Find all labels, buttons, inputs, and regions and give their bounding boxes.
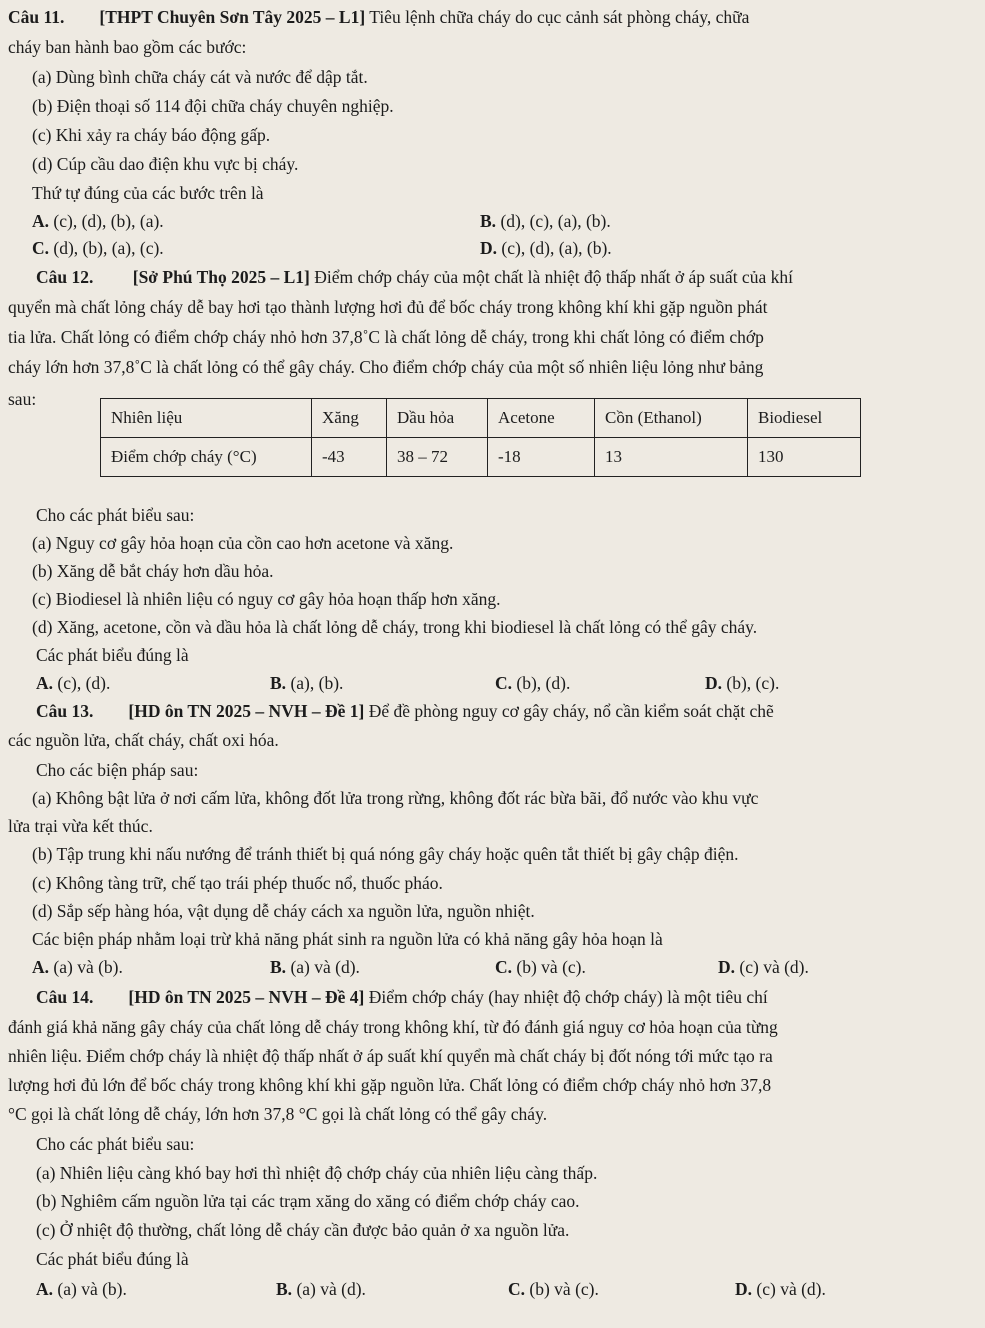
flash-point-table	[100, 398, 861, 477]
q14-option-b[interactable]: B. (a) và (d).	[276, 1279, 366, 1299]
q12-statement-c: (c) Biodiesel là nhiên liệu có nguy cơ gây hỏa hoạn thấp hơn xăng.	[32, 589, 501, 609]
q11-option-d[interactable]: D. (c), (d), (a), (b).	[480, 238, 612, 258]
q14-line-2: đánh giá khả năng gây cháy của chất lỏng dễ cháy trong không khí, từ đó đánh giá nguy cơ hỏa hoạn của từng	[8, 1017, 778, 1037]
table-cell: Biodiesel	[748, 399, 861, 438]
q12-source: [Sở Phú Thọ 2025 – L1]	[132, 267, 310, 287]
table-cell: 38 – 72	[387, 438, 488, 477]
q11-step-c: (c) Khi xảy ra cháy báo động gấp.	[32, 125, 271, 145]
q14-option-a[interactable]: A. (a) và (b).	[36, 1279, 127, 1299]
table-cell: Nhiên liệu	[101, 399, 312, 438]
table-header-row	[101, 399, 861, 438]
q11-line-1	[8, 6, 749, 28]
table-cell: Dầu hỏa	[387, 399, 488, 438]
q11-question: Thứ tự đúng của các bước trên là	[32, 183, 264, 203]
q11-stem-1: Tiêu lệnh chữa cháy do cục cảnh sát phòng cháy, chữa	[365, 7, 750, 27]
q13-number: Câu 13.	[36, 701, 94, 721]
q13-measure-a: (a) Không bật lửa ở nơi cấm lửa, không đốt lửa trong rừng, không đốt rác bừa bãi, đổ nước vào khu vực	[32, 788, 759, 808]
q12-question: Các phát biểu đúng là	[36, 645, 189, 665]
q13-option-d[interactable]: D. (c) và (d).	[718, 957, 809, 977]
q12-option-c[interactable]: C. (b), (d).	[495, 673, 571, 693]
q14-option-d[interactable]: D. (c) và (d).	[735, 1279, 826, 1299]
q13-option-a[interactable]: A. (a) và (b).	[32, 957, 123, 977]
q14-line-1: Câu 14. [HD ôn TN 2025 – NVH – Đề 4] Điểm chớp cháy (hay nhiệt độ chớp cháy) là một tiêu chí	[36, 987, 768, 1007]
table-row	[101, 438, 861, 477]
table-cell: Xăng	[312, 399, 387, 438]
table-cell: 13	[595, 438, 748, 477]
q14-statement-c: (c) Ở nhiệt độ thường, chất lỏng dễ cháy cần được bảo quản ở xa nguồn lửa.	[36, 1220, 570, 1240]
q11-stem-2: cháy ban hành bao gồm các bước:	[8, 37, 247, 57]
q14-line-3: nhiên liệu. Điểm chớp cháy là nhiệt độ thấp nhất ở áp suất khí quyển mà chất cháy bị đốt nóng tới mức tạo ra	[8, 1046, 773, 1066]
q11-option-b[interactable]: B. (d), (c), (a), (b).	[480, 211, 611, 231]
q13-option-b[interactable]: B. (a) và (d).	[270, 957, 360, 977]
table-cell: -18	[488, 438, 595, 477]
q12-line-5: sau:	[8, 389, 37, 409]
q14-line-5: °C gọi là chất lỏng dễ cháy, lớn hơn 37,8 °C gọi là chất lỏng có thể gây cháy.	[8, 1104, 548, 1124]
q14-line-4: lượng hơi đủ lớn để bốc cháy trong không khí khi gặp nguồn lửa. Chất lỏng có điểm chớp cháy nhỏ hơn 37,8	[8, 1075, 772, 1095]
q13-question: Các biện pháp nhằm loại trừ khả năng phát sinh ra nguồn lửa có khả năng gây hỏa hoạn là	[32, 929, 663, 949]
table-cell: Cồn (Ethanol)	[595, 399, 748, 438]
q13-measure-d: (d) Sắp sếp hàng hóa, vật dụng dễ cháy cách xa nguồn lửa, nguồn nhiệt.	[32, 901, 535, 921]
q13-source: [HD ôn TN 2025 – NVH – Đề 1]	[128, 701, 365, 721]
q13-measure-c: (c) Không tàng trữ, chế tạo trái phép thuốc nổ, thuốc pháo.	[32, 873, 443, 893]
q14-question: Các phát biểu đúng là	[36, 1249, 189, 1269]
table-cell: Acetone	[488, 399, 595, 438]
q14-number: Câu 14.	[36, 987, 94, 1007]
q14-statement-b: (b) Nghiêm cấm nguồn lửa tại các trạm xăng do xăng có điểm chớp cháy cao.	[36, 1191, 580, 1211]
q13-stem-2: các nguồn lửa, chất cháy, chất oxi hóa.	[8, 730, 279, 750]
q12-option-a[interactable]: A. (c), (d).	[36, 673, 111, 693]
q12-statement-b: (b) Xăng dễ bắt cháy hơn dầu hỏa.	[32, 561, 274, 581]
q12-option-d[interactable]: D. (b), (c).	[705, 673, 780, 693]
q11-option-a[interactable]: A. (c), (d), (b), (a).	[32, 211, 164, 231]
table-cell: Điểm chớp cháy (°C)	[101, 438, 312, 477]
q11-number: Câu 11.	[8, 7, 65, 27]
q13-line-1: Câu 13. [HD ôn TN 2025 – NVH – Đề 1] Để đề phòng nguy cơ gây cháy, nổ cần kiểm soát chặt chẽ	[36, 701, 774, 721]
q14-source: [HD ôn TN 2025 – NVH – Đề 4]	[128, 987, 365, 1007]
q11-step-d: (d) Cúp cầu dao điện khu vực bị cháy.	[32, 154, 299, 174]
q11-step-b: (b) Điện thoại số 114 đội chữa cháy chuyên nghiệp.	[32, 96, 394, 116]
table-cell: -43	[312, 438, 387, 477]
q12-statement-a: (a) Nguy cơ gây hỏa hoạn của cồn cao hơn acetone và xăng.	[32, 533, 454, 553]
q12-line-2: quyển mà chất lỏng cháy dễ bay hơi tạo thành lượng hơi đủ để bốc cháy trong không khí khi gặp nguồn phát	[8, 297, 768, 317]
q12-number: Câu 12.	[36, 267, 94, 287]
q12-intro: Cho các phát biểu sau:	[36, 505, 195, 525]
q12-line-4: cháy lớn hơn 37,8˚C là chất lỏng có thể gây cháy. Cho điểm chớp cháy của một số nhiên liệu lỏng như bảng	[8, 357, 764, 377]
q13-option-c[interactable]: C. (b) và (c).	[495, 957, 586, 977]
q14-statement-a: (a) Nhiên liệu càng khó bay hơi thì nhiệt độ chớp cháy của nhiên liệu càng thấp.	[36, 1163, 598, 1183]
q12-statement-d: (d) Xăng, acetone, cồn và dầu hỏa là chất lỏng dễ cháy, trong khi biodiesel là chất lỏng có thể gây cháy.	[32, 617, 758, 637]
q13-measure-b: (b) Tập trung khi nấu nướng để tránh thiết bị quá nóng gây cháy hoặc quên tắt thiết bị gây chập điện.	[32, 844, 739, 864]
q12-line-1: Câu 12. [Sở Phú Thọ 2025 – L1] Điểm chớp cháy của một chất là nhiệt độ thấp nhất ở áp suất của khí	[36, 267, 793, 287]
q14-intro: Cho các phát biểu sau:	[36, 1134, 195, 1154]
q14-option-c[interactable]: C. (b) và (c).	[508, 1279, 599, 1299]
table-cell: 130	[748, 438, 861, 477]
q12-line-3: tia lửa. Chất lỏng có điểm chớp cháy nhỏ hơn 37,8˚C là chất lỏng dễ cháy, trong khi chất lỏng có điểm chớp	[8, 327, 764, 347]
q12-option-b[interactable]: B. (a), (b).	[270, 673, 344, 693]
q11-step-a: (a) Dùng bình chữa cháy cát và nước để dập tắt.	[32, 67, 368, 87]
q13-intro: Cho các biện pháp sau:	[36, 760, 199, 780]
q11-option-c[interactable]: C. (d), (b), (a), (c).	[32, 238, 164, 258]
q11-source: [THPT Chuyên Sơn Tây 2025 – L1]	[99, 7, 366, 27]
q13-measure-a-cont: lửa trại vừa kết thúc.	[8, 816, 153, 836]
